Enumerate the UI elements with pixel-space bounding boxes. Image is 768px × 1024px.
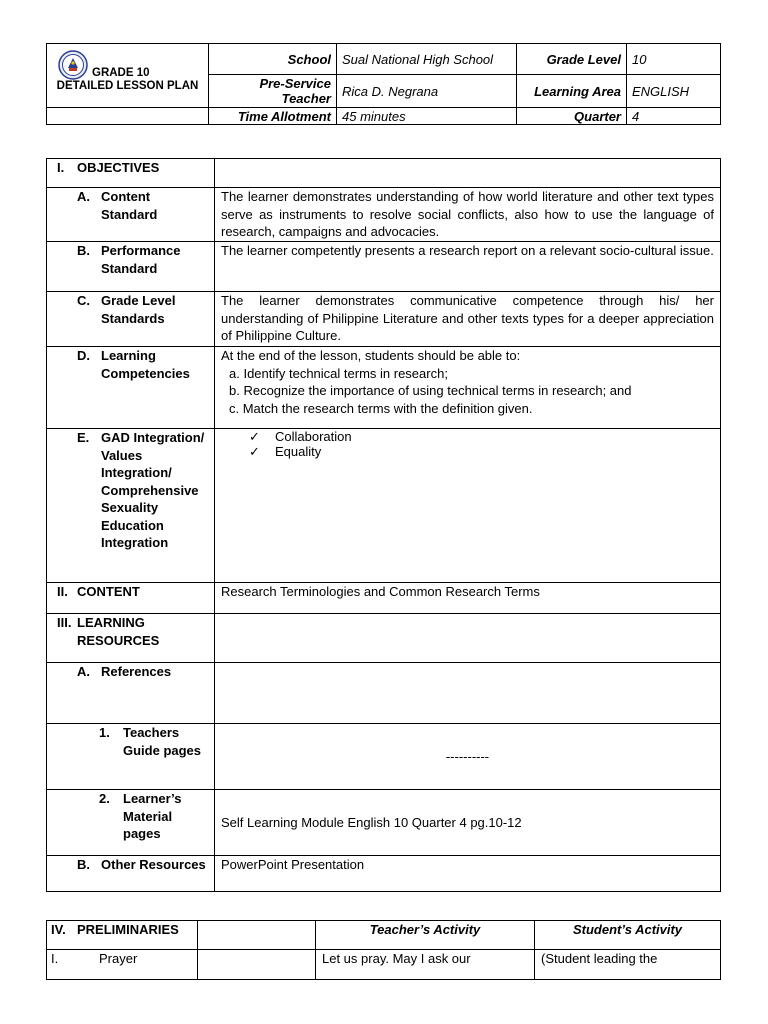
school-label: School <box>209 44 337 75</box>
objectives-label: OBJECTIVES <box>77 160 160 175</box>
title-block-bottom <box>47 108 209 125</box>
checkmark-icon: ✓ <box>249 444 260 459</box>
grade-level-label: Grade Level <box>517 44 627 75</box>
content-text: Research Terminologies and Common Research Terms <box>215 583 721 614</box>
performance-standard-row: B. Performance Standard The learner competently presents a research report on a relevant socio-cultural issue. <box>47 242 721 292</box>
preliminaries-blank <box>198 921 316 950</box>
teachers-guide-text: ---------- <box>215 724 721 790</box>
learners-material-label: Learner’s Material pages <box>123 791 182 841</box>
preliminaries-label: PRELIMINARIES <box>77 922 179 937</box>
value-item: Collaboration <box>275 429 352 444</box>
references-value <box>215 663 721 724</box>
title-block <box>47 44 209 108</box>
value-item: Equality <box>275 444 322 459</box>
learners-material-row: 2. Learner’s Material pages Self Learning Module English 10 Quarter 4 pg.10-12 <box>47 790 721 856</box>
grade-level-standards-row: C. Grade Level Standards The learner demonstrates communicative competence through his/ her understanding of Philippine Literature and other texts types for a deeper appreciation of Philippine Culture. <box>47 292 721 347</box>
objectives-value <box>215 159 721 188</box>
student-activity-text: (Student leading the <box>535 950 721 980</box>
references-label: References <box>101 664 172 679</box>
time-label: Time Allotment <box>209 108 337 125</box>
school-value: Sual National High School <box>337 44 517 75</box>
objectives-row: I. OBJECTIVES <box>47 159 721 188</box>
learning-resources-label: LEARNING RESOURCES <box>77 615 160 648</box>
competency-item: b. Recognize the importance of using technical terms in research; and <box>229 383 632 398</box>
gad-integration-row: E. GAD Integration/ Values Integration/ Comprehensive Sexuality Education Integration ✓ Collaboration ✓ Equality <box>47 429 721 583</box>
content-standard-row: A. Content Standard The learner demonstrates understanding of how world literature and other text types serve as instruments to resolve social conflicts, also how to use the language of research, campaigns and advocacies. <box>47 188 721 242</box>
grade-level-standards-text: The learner demonstrates communicative competence through his/ her understanding of Philippine Literature and other texts types for a deeper appreciation of Philippine Culture. <box>215 292 721 347</box>
quarter-label: Quarter <box>517 108 627 125</box>
learning-resources-row: III. LEARNING RESOURCES <box>47 614 721 663</box>
performance-standard-text: The learner competently presents a research report on a relevant socio-cultural issue. <box>215 242 721 292</box>
other-resources-label: Other Resources <box>101 857 206 872</box>
content-standard-text: The learner demonstrates understanding of how world literature and other text types serve as instruments to resolve social conflicts, also how to use the language of research, campaigns and advocacies. <box>215 188 721 242</box>
teacher-activity-header: Teacher’s Activity <box>316 921 535 950</box>
grade-level-standards-label: Grade Level Standards <box>101 293 176 326</box>
content-row: II. CONTENT Research Terminologies and Common Research Terms <box>47 583 721 614</box>
quarter-value: 4 <box>627 108 721 125</box>
learning-competencies-label: Learning Competencies <box>101 348 190 381</box>
lesson-plan-table <box>46 158 721 892</box>
content-standard-label: Content Standard <box>101 189 158 222</box>
gad-integration-values <box>215 429 721 583</box>
deped-seal-icon <box>58 50 88 80</box>
performance-standard-label: Performance Standard <box>101 243 181 276</box>
teacher-activity-text: Let us pray. May I ask our <box>316 950 535 980</box>
learning-area-label: Learning Area <box>517 75 627 108</box>
teachers-guide-label: Teachers Guide pages <box>123 725 202 758</box>
checkmark-icon: ✓ <box>249 429 260 444</box>
teachers-guide-row: 1. Teachers Guide pages ---------- <box>47 724 721 790</box>
competency-item: a. Identify technical terms in research; <box>229 365 448 381</box>
competency-item: c. Match the research terms with the definition given. <box>229 400 533 416</box>
grade-title: GRADE 10 <box>92 67 150 79</box>
table-row: I. Prayer Let us pray. May I ask our (Student leading the <box>47 950 721 980</box>
learning-area-value: ENGLISH <box>627 75 721 108</box>
time-value: 45 minutes <box>337 108 517 125</box>
grade-level-value: 10 <box>627 44 721 75</box>
content-label: CONTENT <box>77 584 140 599</box>
references-row: A. References <box>47 663 721 724</box>
preliminaries-header-row: IV. PRELIMINARIES Teacher’s Activity Student’s Activity <box>47 921 721 950</box>
other-resources-row: B. Other Resources PowerPoint Presentation <box>47 856 721 892</box>
competencies-intro: At the end of the lesson, students should be able to: <box>221 348 521 363</box>
teacher-label: Pre-Service Teacher <box>209 75 337 108</box>
lesson-plan-title: DETAILED LESSON PLAN <box>56 80 199 92</box>
student-activity-header: Student’s Activity <box>535 921 721 950</box>
activity-blank <box>198 950 316 980</box>
header-table <box>46 43 721 125</box>
learning-competencies-row: D. Learning Competencies At the end of the lesson, students should be able to: a. Identify technical terms in research; b. Recognize the importance of using technical terms in research; and c. Match the research terms with the definition given. <box>47 347 721 429</box>
learning-competencies-text <box>215 347 721 429</box>
teacher-value: Rica D. Negrana <box>337 75 517 108</box>
gad-integration-label: GAD Integration/ Values Integration/ Comprehensive Sexuality Education Integration <box>101 430 205 550</box>
learning-resources-value <box>215 614 721 663</box>
activity-label: Prayer <box>99 951 138 966</box>
other-resources-text: PowerPoint Presentation <box>215 856 721 892</box>
learners-material-text: Self Learning Module English 10 Quarter 4 pg.10-12 <box>215 790 721 856</box>
preliminaries-table <box>46 920 721 980</box>
